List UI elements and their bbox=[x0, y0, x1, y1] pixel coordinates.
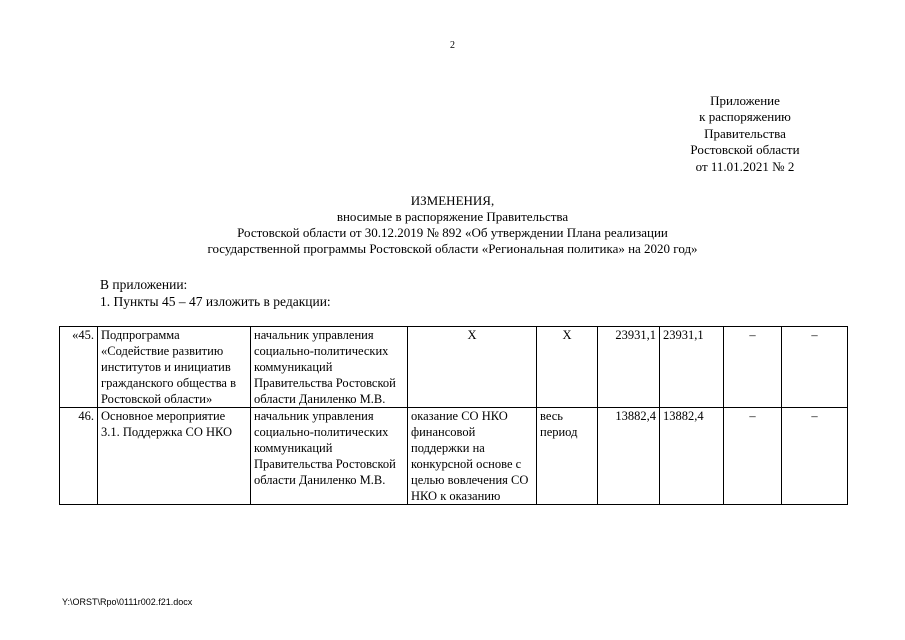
changes-table bbox=[59, 326, 848, 505]
cell-responsible: начальник управления социально-политических коммуникаций Правительства Ростовской области Даниленко М.В. bbox=[251, 327, 408, 408]
heading-line: Ростовской области от 30.12.2019 № 892 «Об утверждении Плана реализации bbox=[237, 225, 668, 240]
cell-name: Подпрограмма «Содействие развитию институтов и инициатив гражданского общества в Ростовской области» bbox=[98, 327, 251, 408]
cell-regional: 23931,1 bbox=[660, 327, 724, 408]
cell-name: Основное мероприятие 3.1. Поддержка СО НКО bbox=[98, 408, 251, 505]
heading-line: государственной программы Ростовской области «Региональная политика» на 2020 год» bbox=[207, 241, 698, 256]
document-heading bbox=[60, 193, 845, 257]
cell-local: – bbox=[782, 408, 848, 505]
heading-title: ИЗМЕНЕНИЯ, bbox=[410, 193, 495, 208]
cell-federal: – bbox=[724, 327, 782, 408]
cell-result: X bbox=[408, 327, 537, 408]
table-row bbox=[60, 408, 848, 505]
cell-num: 46. bbox=[60, 408, 98, 505]
cell-regional: 13882,4 bbox=[660, 408, 724, 505]
cell-period: X bbox=[537, 327, 598, 408]
cell-local: – bbox=[782, 327, 848, 408]
appendix-line: к распоряжению bbox=[699, 109, 791, 125]
intro-line: 1. Пункты 45 – 47 изложить в редакции: bbox=[100, 293, 331, 309]
cell-num: «45. bbox=[60, 327, 98, 408]
page-number: 2 bbox=[450, 40, 455, 51]
appendix-block bbox=[640, 93, 850, 175]
cell-total: 23931,1 bbox=[598, 327, 660, 408]
cell-period: весь период bbox=[537, 408, 598, 505]
cell-responsible: начальник управления социально-политических коммуникаций Правительства Ростовской области Даниленко М.В. bbox=[251, 408, 408, 505]
intro-line: В приложении: bbox=[100, 277, 188, 292]
intro-text bbox=[100, 277, 331, 310]
cell-result: оказание СО НКО финансовой поддержки на конкурсной основе с целью вовлечения СО НКО к оказанию bbox=[408, 408, 537, 505]
cell-federal: – bbox=[724, 408, 782, 505]
appendix-line: Ростовской области bbox=[690, 142, 800, 158]
table-row bbox=[60, 327, 848, 408]
appendix-line: Правительства bbox=[704, 125, 786, 141]
appendix-line: от 11.01.2021 № 2 bbox=[695, 158, 795, 174]
heading-line: вносимые в распоряжение Правительства bbox=[336, 209, 569, 224]
appendix-line: Приложение bbox=[710, 93, 780, 108]
cell-total: 13882,4 bbox=[598, 408, 660, 505]
file-path-footer: Y:\ORST\Rpo\0111r002.f21.docx bbox=[62, 597, 193, 607]
